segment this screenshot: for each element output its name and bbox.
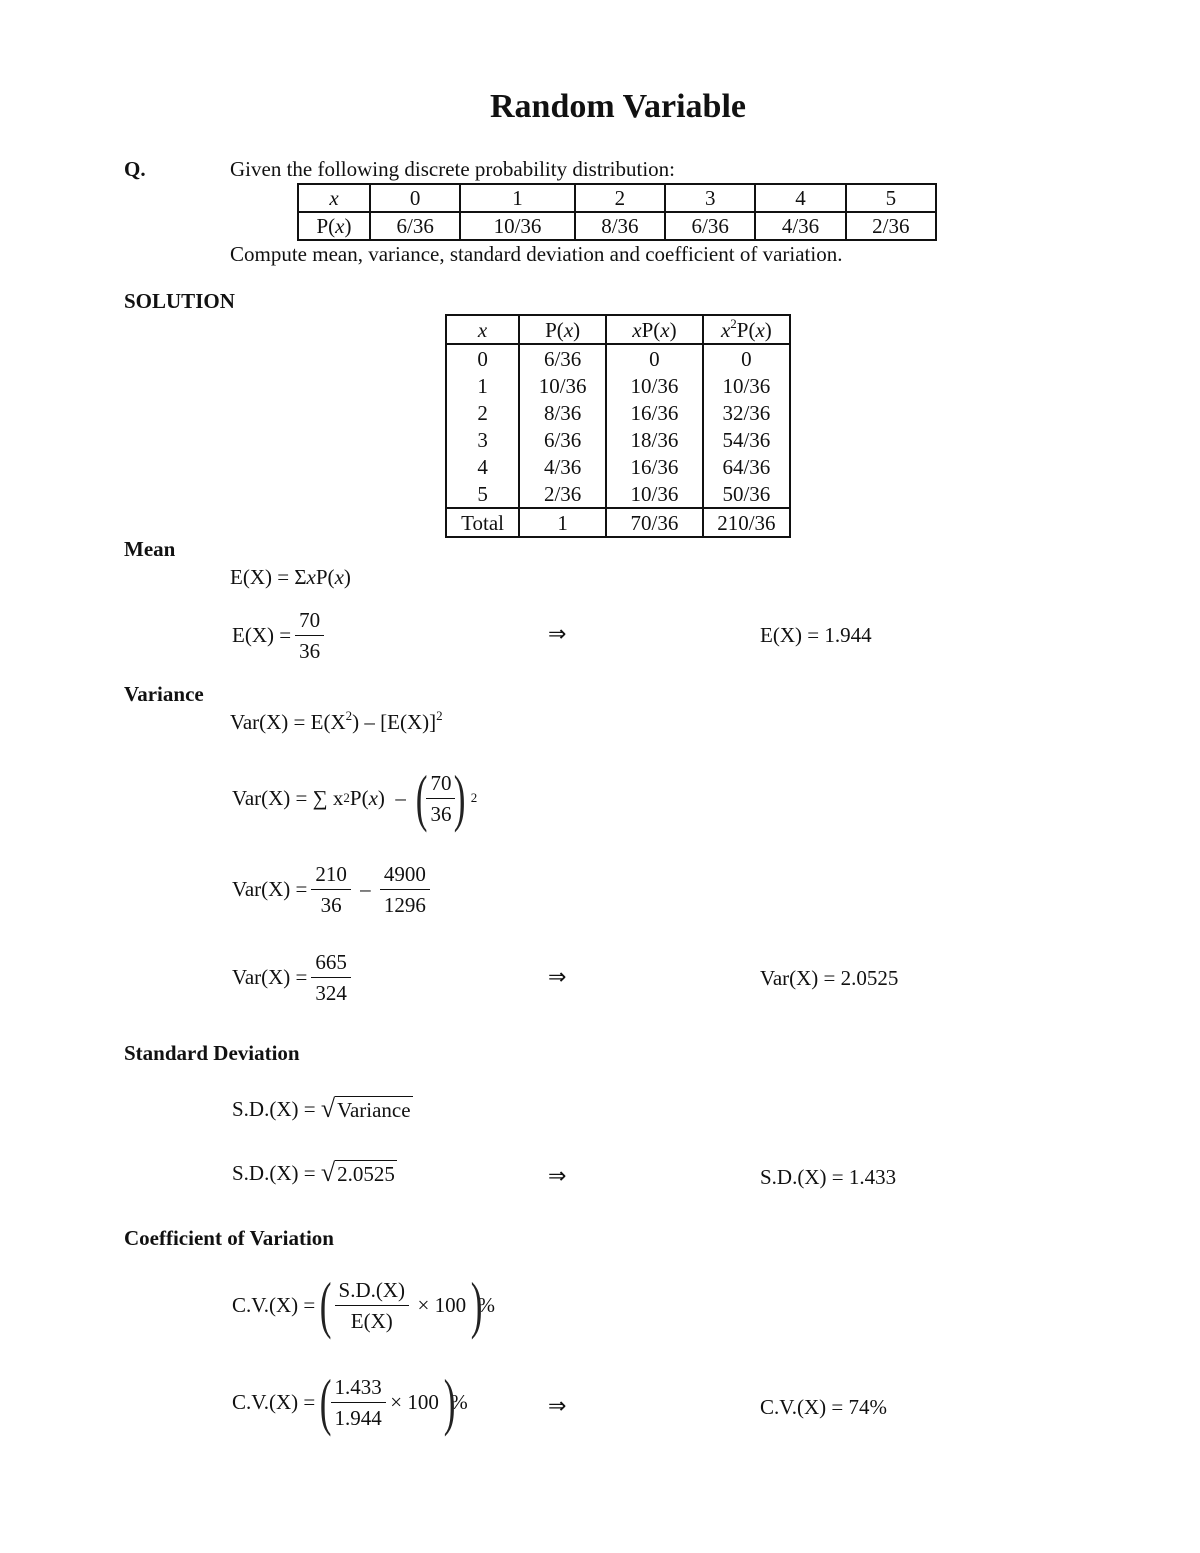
left-paren: ( — [415, 762, 428, 833]
cv-line-1: C.V.(X) = ( $\frac{S.D.(X)}{E(X)}$ × 100 ) % — [232, 1269, 495, 1340]
table-cell: 3 — [446, 426, 519, 453]
table-cell: 18/36 — [606, 426, 703, 453]
cv-label: Coefficient of Variation — [124, 1226, 334, 1250]
left-paren: ( — [320, 1269, 332, 1340]
solution-table — [445, 314, 791, 538]
implies-arrow: ⇒ — [548, 965, 567, 990]
sd-line-2: S.D.(X) = √ 2.0525 — [232, 1158, 395, 1187]
table-cell: 0 — [606, 344, 703, 372]
variance-formula: $Var(X) = E(X^2) - [E(X)]^2$ — [230, 708, 443, 734]
sqrt: √ 2.0525 — [320, 1158, 395, 1187]
variance-line-3: Var(X) = $\frac{210}{36}$ – $\frac{4900}{1296}$ — [232, 862, 434, 917]
table-cell: 2/36 — [519, 480, 606, 508]
table-cell: 10/36 — [606, 372, 703, 399]
table-cell: 1 — [460, 184, 574, 212]
mean-label: Mean — [124, 537, 176, 561]
table-cell: 50/36 — [703, 480, 790, 508]
sd-line-1: S.D.(X) = √ Variance — [232, 1094, 411, 1123]
table-cell: 32/36 — [703, 399, 790, 426]
table-cell: 4/36 — [519, 453, 606, 480]
question-task: Compute mean, variance, standard deviation and coefficient of variation. — [230, 242, 843, 266]
mean-formula: E(X) = ΣxP(x) — [230, 565, 351, 589]
cv-line-2: C.V.(X) = ( $\frac{1.433}{1.944}$ × 100 ) % — [232, 1366, 468, 1437]
sqrt: √ Variance — [320, 1094, 411, 1123]
table-cell: 10/36 — [606, 480, 703, 508]
table-cell: 10/36 — [519, 372, 606, 399]
variance-line-4: Var(X) = $\frac{665}{324}$ — [232, 950, 355, 1005]
table-cell: 0 — [370, 184, 460, 212]
table-row — [446, 344, 790, 372]
table-header-x2px: $x^2P(x)$ — [703, 315, 790, 344]
distribution-x-row — [298, 184, 936, 212]
table-cell: 6/36 — [665, 212, 755, 240]
table-cell: 2 — [575, 184, 665, 212]
fraction: $\frac{665}{324}$ — [311, 950, 351, 1005]
table-cell: 2/36 — [846, 212, 936, 240]
question-label: Q. — [124, 157, 146, 181]
table-cell: 16/36 — [606, 453, 703, 480]
table-header-px: P(x) — [519, 315, 606, 344]
table-row — [446, 399, 790, 426]
table-cell: 8/36 — [575, 212, 665, 240]
implies-arrow: ⇒ — [548, 1164, 567, 1189]
table-cell: 2 — [446, 399, 519, 426]
table-cell: 4/36 — [755, 212, 845, 240]
distribution-p-row — [298, 212, 936, 240]
table-row — [446, 453, 790, 480]
table-cell: 6/36 — [519, 426, 606, 453]
solution-label: SOLUTION — [124, 289, 235, 313]
fraction: $\frac{210}{36}$ — [311, 862, 351, 917]
table-cell: 70/36 — [606, 508, 703, 537]
table-cell: 5 — [846, 184, 936, 212]
variance-line-2: Var(X) = ∑ x 2 P(x) – ( $\frac{70}{36}$ ) 2 — [232, 762, 478, 833]
distribution-table — [297, 183, 937, 241]
implies-arrow: ⇒ — [548, 1394, 567, 1419]
variance-label: Variance — [124, 682, 204, 706]
question-text: Given the following discrete probability distribution: — [230, 157, 676, 181]
table-row — [446, 372, 790, 399]
mean-result: E(X) = 1.944 — [760, 623, 872, 647]
variance-result: Var(X) = 2.0525 — [760, 966, 899, 990]
table-cell: 0 — [703, 344, 790, 372]
table-cell: 64/36 — [703, 453, 790, 480]
left-paren: ( — [320, 1366, 332, 1437]
table-cell: 10/36 — [460, 212, 574, 240]
table-cell: 10/36 — [703, 372, 790, 399]
table-cell: 210/36 — [703, 508, 790, 537]
right-paren: ) — [443, 1366, 456, 1437]
solution-total-row — [446, 508, 790, 537]
fraction: $\frac{70}{36}$ — [426, 771, 455, 826]
table-cell: 0 — [446, 344, 519, 372]
table-cell: 1 — [446, 372, 519, 399]
table-cell: x — [298, 184, 370, 212]
implies-arrow: ⇒ — [548, 622, 567, 647]
table-header-xpx: xP(x) — [606, 315, 703, 344]
right-paren: ) — [454, 762, 466, 833]
cv-result: C.V.(X) = 74% — [760, 1395, 887, 1419]
table-cell: 5 — [446, 480, 519, 508]
table-cell: 8/36 — [519, 399, 606, 426]
table-cell: 54/36 — [703, 426, 790, 453]
sd-label: Standard Deviation — [124, 1041, 300, 1065]
table-cell: Total — [446, 508, 519, 537]
solution-header-row — [446, 315, 790, 344]
table-cell: P(x) — [298, 212, 370, 240]
fraction: $\frac{1.433}{1.944}$ — [331, 1375, 386, 1430]
right-paren: ) — [470, 1269, 483, 1340]
fraction: $\frac{70}{36}$ — [295, 608, 324, 663]
table-cell: 3 — [665, 184, 755, 212]
table-cell: 4 — [446, 453, 519, 480]
table-cell: 16/36 — [606, 399, 703, 426]
fraction: $\frac{4900}{1296}$ — [380, 862, 430, 917]
table-cell: 4 — [755, 184, 845, 212]
mean-equation: E(X) = $\frac{70}{36}$ — [232, 608, 328, 663]
table-row — [446, 480, 790, 508]
table-row — [446, 426, 790, 453]
fraction: $\frac{S.D.(X)}{E(X)}$ — [335, 1278, 410, 1333]
table-cell: 1 — [519, 508, 606, 537]
page-title: Random Variable — [490, 88, 746, 125]
table-cell: 6/36 — [519, 344, 606, 372]
table-cell: 6/36 — [370, 212, 460, 240]
sd-result: S.D.(X) = 1.433 — [760, 1165, 897, 1189]
table-header-x: x — [446, 315, 519, 344]
